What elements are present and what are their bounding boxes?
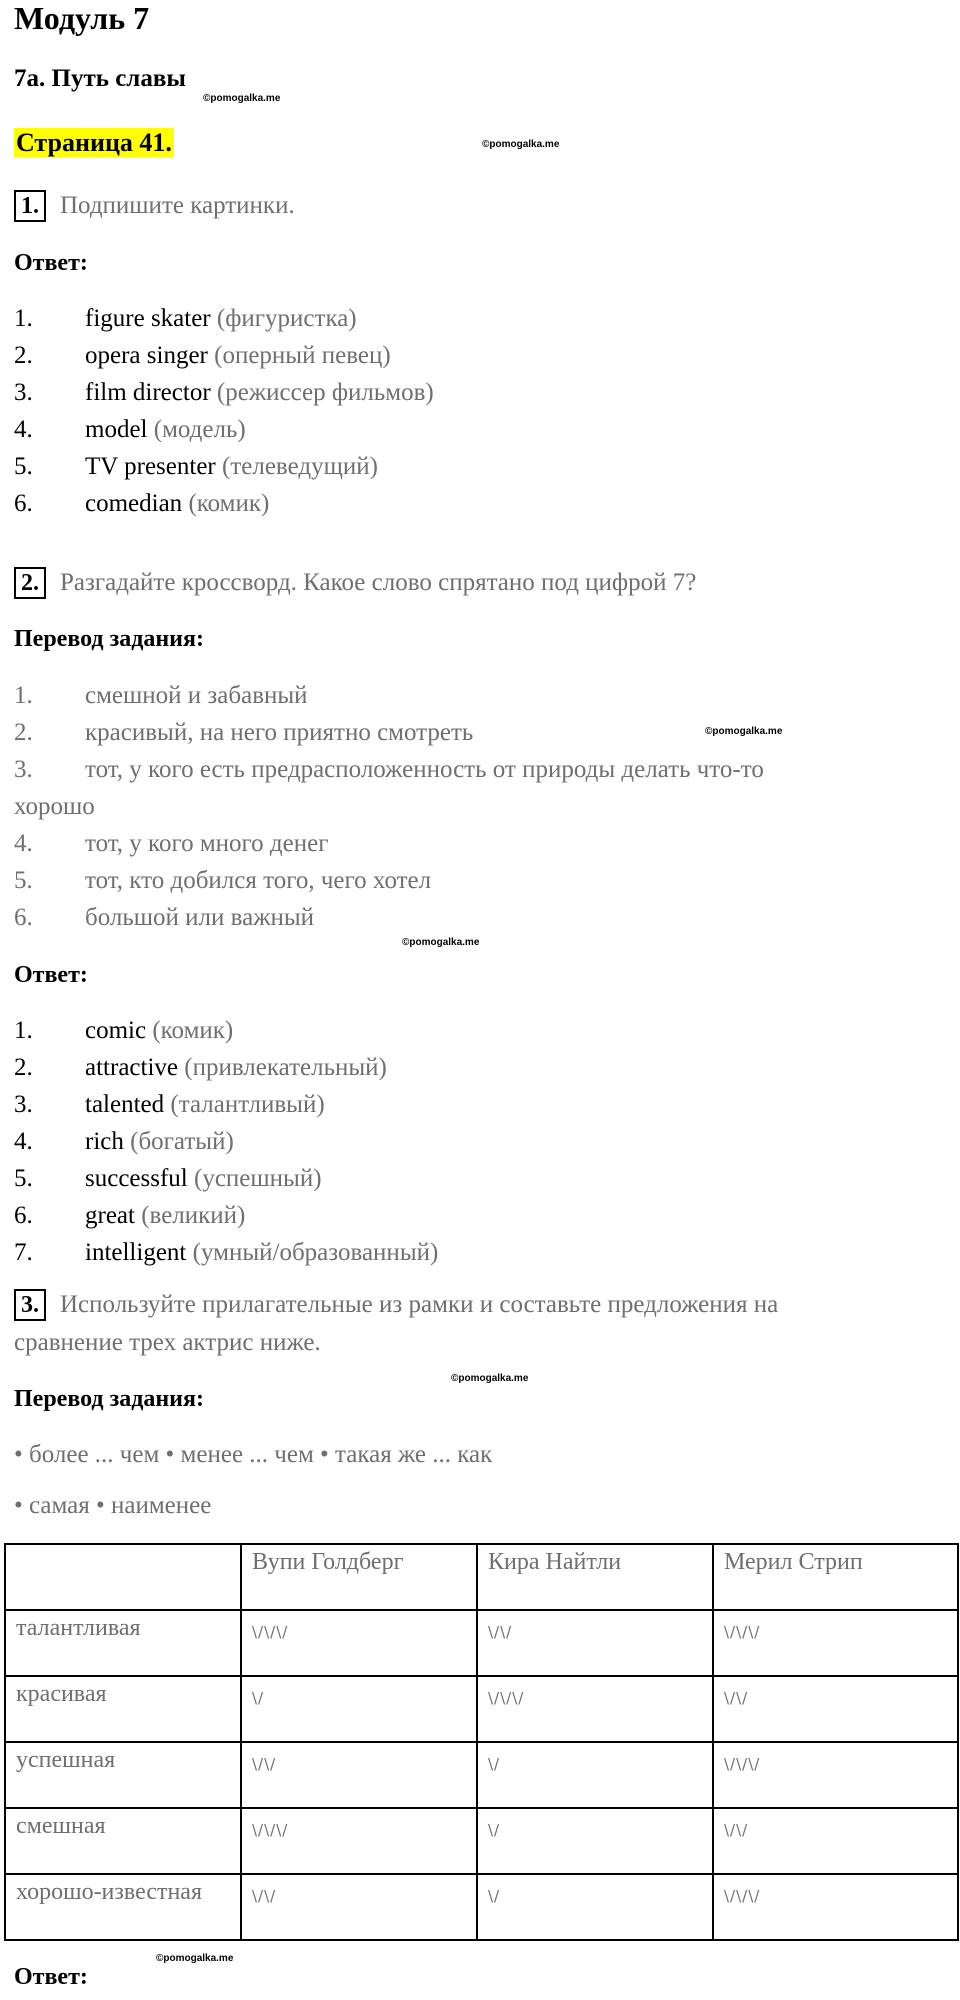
table-header-cell: Вупи Голдберг — [241, 1544, 477, 1610]
item-translation: (успешный) — [194, 1165, 322, 1192]
list-item — [14, 867, 431, 895]
lesson-title: 7a. Путь славы — [14, 65, 186, 92]
table-row — [5, 1742, 958, 1808]
item-translation: (режиссер фильмов) — [216, 379, 434, 406]
item-english: great — [85, 1202, 135, 1229]
item-english: comic — [85, 1017, 147, 1044]
task2-translation-label: Перевод задания: — [14, 626, 204, 652]
table-row — [5, 1676, 958, 1742]
table-cell — [241, 1610, 477, 1676]
row-label: успешная — [5, 1742, 241, 1808]
list-item — [14, 1017, 233, 1045]
task1-answer-label: Ответ: — [14, 250, 88, 276]
check-marks: \/\/ — [488, 1623, 513, 1641]
task3-instruction-line2: сравнение трех актрис ниже. — [14, 1329, 321, 1356]
task3-instruction-line1: Используйте прилагательные из рамки и составьте предложения на — [60, 1291, 779, 1318]
table-cell — [241, 1742, 477, 1808]
table-header-cell: Мерил Стрип — [713, 1544, 958, 1610]
table-header-row — [5, 1544, 958, 1610]
item-number: 6. — [14, 490, 33, 517]
module-title: Модуль 7 — [14, 0, 150, 36]
table-row — [5, 1874, 958, 1940]
item-english: successful — [85, 1165, 188, 1192]
table-cell — [477, 1676, 713, 1742]
page-label: Страница 41. — [16, 128, 172, 157]
list-item — [14, 379, 434, 407]
table-cell — [713, 1808, 958, 1874]
item-english: model — [85, 416, 148, 443]
list-item — [14, 490, 269, 518]
check-marks: \/\/\/ — [252, 1821, 289, 1839]
item-translation: (умный/образованный) — [192, 1239, 439, 1266]
task2-heading — [14, 567, 696, 599]
task2-answer-label: Ответ: — [14, 962, 88, 988]
table-cell — [713, 1742, 958, 1808]
table-header-cell — [5, 1544, 241, 1610]
list-item — [14, 1165, 322, 1193]
item-translation: (модель) — [153, 416, 246, 443]
item-number: 6. — [14, 904, 33, 931]
item-number: 3. — [14, 756, 33, 783]
item-text: тот, кто добился того, чего хотел — [85, 867, 432, 894]
item-text: большой или важный — [85, 904, 315, 931]
row-label: красивая — [5, 1676, 241, 1742]
list-item — [14, 1091, 325, 1119]
list-item — [14, 1239, 438, 1267]
item-text: смешной и забавный — [85, 682, 308, 709]
list-item — [14, 453, 378, 481]
item-text-continued: хорошо — [14, 793, 95, 820]
row-label: талантливая — [5, 1610, 241, 1676]
task3-answer-label: Ответ: — [14, 1964, 88, 1990]
task1-number: 1. — [14, 190, 46, 222]
item-number: 1. — [14, 1017, 33, 1044]
item-translation: (фигуристка) — [216, 305, 357, 332]
item-number: 7. — [14, 1239, 33, 1266]
check-marks: \/\/\/ — [252, 1623, 289, 1641]
task3-phrases-line2: • самая • наименее — [14, 1492, 212, 1519]
task1-heading — [14, 190, 295, 222]
list-item — [14, 756, 764, 784]
item-text: красивый, на него приятно смотреть — [85, 719, 474, 746]
item-english: attractive — [85, 1054, 178, 1081]
item-number: 2. — [14, 342, 33, 369]
page-label-wrap — [14, 128, 174, 158]
item-number: 4. — [14, 1128, 33, 1155]
row-label: хорошо-известная — [5, 1874, 241, 1940]
task3-translation-label: Перевод задания: — [14, 1386, 204, 1412]
check-marks: \/\/ — [724, 1821, 749, 1839]
item-english: TV presenter — [85, 453, 216, 480]
list-item — [14, 682, 308, 710]
table-cell — [713, 1874, 958, 1940]
item-translation: (привлекательный) — [184, 1054, 387, 1081]
check-marks: \/\/ — [724, 1689, 749, 1707]
item-number: 1. — [14, 305, 33, 332]
watermark: ©pomogalka.me — [482, 139, 560, 150]
check-marks: \/ — [488, 1821, 501, 1839]
item-translation: (богатый) — [130, 1128, 234, 1155]
check-marks: \/ — [488, 1887, 501, 1905]
check-marks: \/\/\/ — [724, 1755, 761, 1773]
item-english: talented — [85, 1091, 165, 1118]
item-translation: (телеведущий) — [222, 453, 378, 480]
task3-heading — [14, 1289, 778, 1321]
table-cell — [241, 1874, 477, 1940]
list-item — [14, 1202, 245, 1230]
watermark: ©pomogalka.me — [451, 1373, 529, 1384]
list-item — [14, 305, 357, 333]
table-cell — [241, 1808, 477, 1874]
item-english: opera singer — [85, 342, 208, 369]
task3-number: 3. — [14, 1289, 46, 1321]
item-text: тот, у кого есть предрасположенность от природы делать что-то — [85, 756, 764, 783]
item-translation: (талантливый) — [170, 1091, 325, 1118]
item-english: intelligent — [85, 1239, 187, 1266]
item-translation: (оперный певец) — [214, 342, 391, 369]
item-english: comedian — [85, 490, 183, 517]
table-row — [5, 1610, 958, 1676]
task2-instruction: Разгадайте кроссворд. Какое слово спрятано под цифрой 7? — [60, 569, 697, 596]
list-item — [14, 342, 391, 370]
item-translation: (комик) — [152, 1017, 234, 1044]
item-number: 5. — [14, 453, 33, 480]
table-cell — [477, 1742, 713, 1808]
item-translation: (великий) — [141, 1202, 246, 1229]
item-number: 3. — [14, 379, 33, 406]
watermark: ©pomogalka.me — [203, 93, 281, 104]
list-item — [14, 416, 246, 444]
check-marks: \/\/\/ — [724, 1623, 761, 1641]
table-row — [5, 1808, 958, 1874]
check-marks: \/\/ — [252, 1755, 277, 1773]
item-number: 4. — [14, 830, 33, 857]
item-number: 5. — [14, 1165, 33, 1192]
item-number: 2. — [14, 1054, 33, 1081]
list-item — [14, 830, 328, 858]
table-cell — [477, 1874, 713, 1940]
task2-number: 2. — [14, 567, 46, 599]
item-translation: (комик) — [188, 490, 270, 517]
table-cell — [477, 1610, 713, 1676]
item-text: тот, у кого много денег — [85, 830, 329, 857]
item-english: rich — [85, 1128, 124, 1155]
list-item — [14, 719, 473, 747]
check-marks: \/\/ — [252, 1887, 277, 1905]
table-cell — [241, 1676, 477, 1742]
item-number: 4. — [14, 416, 33, 443]
item-number: 2. — [14, 719, 33, 746]
table-cell — [477, 1808, 713, 1874]
table-header-cell: Кира Найтли — [477, 1544, 713, 1610]
item-number: 5. — [14, 867, 33, 894]
watermark: ©pomogalka.me — [402, 937, 480, 948]
check-marks: \/\/\/ — [488, 1689, 525, 1707]
watermark: ©pomogalka.me — [156, 1953, 234, 1964]
check-marks: \/\/\/ — [724, 1887, 761, 1905]
item-number: 1. — [14, 682, 33, 709]
table-cell — [713, 1610, 958, 1676]
item-number: 3. — [14, 1091, 33, 1118]
task3-phrases-line1: • более ... чем • менее ... чем • такая же ... как — [14, 1441, 493, 1468]
row-label: смешная — [5, 1808, 241, 1874]
item-number: 6. — [14, 1202, 33, 1229]
check-marks: \/ — [488, 1755, 501, 1773]
list-item — [14, 1054, 387, 1082]
item-english: figure skater — [85, 305, 211, 332]
list-item — [14, 1128, 234, 1156]
comparison-table — [4, 1543, 959, 1941]
check-marks: \/ — [252, 1689, 265, 1707]
item-english: film director — [85, 379, 211, 406]
task1-instruction: Подпишите картинки. — [60, 192, 295, 219]
table-cell — [713, 1676, 958, 1742]
watermark: ©pomogalka.me — [705, 726, 783, 737]
list-item — [14, 904, 314, 932]
